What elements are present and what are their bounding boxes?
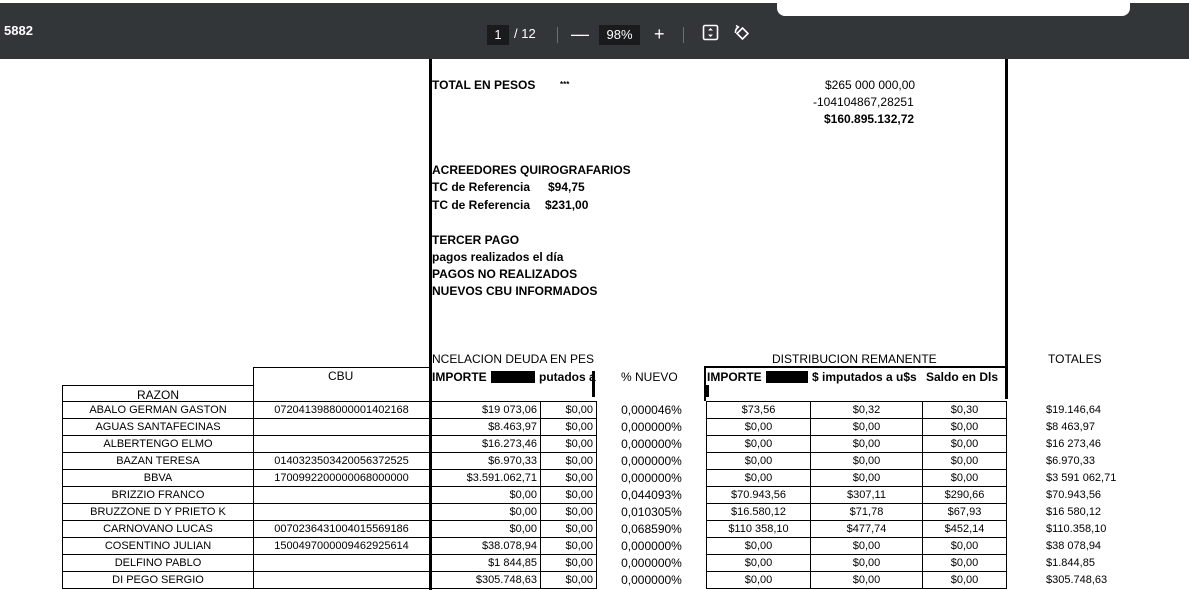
importe-2-cell: $70.943,56 xyxy=(707,487,811,504)
imputados-uss-cell: $0,00 xyxy=(811,436,923,453)
imputados-cell: $0,00 xyxy=(541,555,597,572)
plus-icon[interactable]: + xyxy=(654,24,665,44)
totales-heading: TOTALES xyxy=(1048,352,1102,366)
nuevo-cell: 0,068590% xyxy=(597,521,707,538)
cbu-cell xyxy=(254,419,430,436)
cbu-cell: 0140323503420056372525 xyxy=(254,453,430,470)
toolbar-divider xyxy=(683,27,684,43)
table-row xyxy=(63,402,1007,419)
razon-cell: BRIZZIO FRANCO xyxy=(63,487,254,504)
nuevo-cell: 0,000000% xyxy=(597,419,707,436)
table-row xyxy=(63,419,1007,436)
amount-result: $160.895.132,72 xyxy=(824,112,915,126)
total-cell: $16 580,12 xyxy=(1046,506,1102,518)
header-imputados: putados a xyxy=(539,370,596,384)
razon-cell: ALBERTENGO ELMO xyxy=(63,436,254,453)
tercer-pago-heading: TERCER PAGO xyxy=(432,233,520,247)
total-marker: *** xyxy=(560,80,570,89)
imputados-uss-cell: $71,78 xyxy=(811,504,923,521)
redaction-bar xyxy=(766,371,808,383)
table-row xyxy=(63,572,1007,589)
total-cell: $3 591 062,71 xyxy=(1046,472,1117,484)
amount-deduction: -104104867,28251 xyxy=(813,95,914,109)
cbu-cell xyxy=(254,555,430,572)
cbu-cell: 1700992200000068000000 xyxy=(254,470,430,487)
page-number-input[interactable]: 1 xyxy=(487,25,509,45)
table-row xyxy=(63,555,1007,572)
importe-2-cell: $0,00 xyxy=(707,436,811,453)
total-cell: $70.943,56 xyxy=(1046,489,1102,501)
imputados-cell: $0,00 xyxy=(541,521,597,538)
importe-2-cell: $0,00 xyxy=(707,419,811,436)
nuevo-cell: 0,010305% xyxy=(597,504,707,521)
razon-cell: DI PEGO SERGIO xyxy=(63,572,254,589)
header-imputados-uss: $ imputados a u$s xyxy=(812,370,917,384)
imputados-uss-cell: $477,74 xyxy=(811,521,923,538)
total-label: TOTAL EN PESOS xyxy=(432,78,536,92)
importe-cell: $1 844,85 xyxy=(430,555,541,572)
cbu-cell: 0720413988000001402168 xyxy=(254,402,430,419)
razon-cell: DELFINO PABLO xyxy=(63,555,254,572)
header-line xyxy=(704,366,1006,368)
pagos-realizados: pagos realizados el día xyxy=(432,250,564,264)
importe-cell: $19 073,06 xyxy=(430,402,541,419)
distribucion-heading: DISTRIBUCION REMANENTE xyxy=(772,352,937,366)
imputados-uss-cell: $0,00 xyxy=(811,555,923,572)
header-saldo: Saldo en Dls xyxy=(926,370,999,384)
header-line xyxy=(62,385,253,386)
saldo-cell: $452,14 xyxy=(923,521,1007,538)
header-nuevo: % NUEVO xyxy=(621,370,678,384)
total-cell: $16 273,46 xyxy=(1046,438,1102,450)
nuevo-cell: 0,000000% xyxy=(597,453,707,470)
header-importe-2: IMPORTE xyxy=(707,370,762,384)
cbu-cell: 1500497000009462925614 xyxy=(254,538,430,555)
importe-cell: $0,00 xyxy=(430,504,541,521)
saldo-cell: $0,00 xyxy=(923,470,1007,487)
saldo-cell: $67,93 xyxy=(923,504,1007,521)
amount-total: $265 000 000,00 xyxy=(825,78,916,92)
header-vline xyxy=(62,385,63,401)
header-cbu: CBU xyxy=(328,369,354,383)
table-row xyxy=(63,487,1007,504)
imputados-uss-cell: $0,00 xyxy=(811,453,923,470)
pdf-page xyxy=(0,59,1189,590)
razon-cell: ABALO GERMAN GASTON xyxy=(63,402,254,419)
header-razon: RAZON xyxy=(137,388,179,402)
minus-icon[interactable]: — xyxy=(571,24,589,44)
header-importe: IMPORTE xyxy=(432,370,487,384)
total-cell: $6.970,33 xyxy=(1046,455,1095,467)
redaction-bar xyxy=(491,371,535,383)
cancelacion-heading: NCELACION DEUDA EN PES xyxy=(432,352,595,366)
total-cell: $305.748,63 xyxy=(1046,574,1108,586)
razon-cell: COSENTINO JULIAN xyxy=(63,538,254,555)
importe-cell: $38.078,94 xyxy=(430,538,541,555)
razon-cell: AGUAS SANTAFECINAS xyxy=(63,419,254,436)
data-table xyxy=(62,401,1007,589)
nuevo-cell: 0,000000% xyxy=(597,555,707,572)
fit-page-icon[interactable] xyxy=(702,24,719,45)
frame-line-right xyxy=(1005,59,1008,399)
razon-cell: BRUZZONE D Y PRIETO K xyxy=(63,504,254,521)
nuevo-cell: 0,000000% xyxy=(597,538,707,555)
acreedores-heading: ACREEDORES QUIROGRAFARIOS xyxy=(432,163,631,177)
razon-cell: BBVA xyxy=(63,470,254,487)
total-cell: $38 078,94 xyxy=(1046,540,1102,552)
tc-label-1: TC de Referencia xyxy=(432,180,531,194)
imputados-uss-cell: $0,32 xyxy=(811,402,923,419)
importe-cell: $0,00 xyxy=(430,487,541,504)
rotate-icon[interactable] xyxy=(733,24,752,47)
importe-2-cell: $0,00 xyxy=(707,572,811,589)
cbu-cell: 0070236431004015569186 xyxy=(254,521,430,538)
importe-2-cell: $110 358,10 xyxy=(707,521,811,538)
importe-cell: $16.273,46 xyxy=(430,436,541,453)
total-cell: $1.844,85 xyxy=(1046,557,1095,569)
header-vline xyxy=(253,367,254,401)
importe-2-cell: $73,56 xyxy=(707,402,811,419)
importe-cell: $3.591.062,71 xyxy=(430,470,541,487)
search-popup[interactable] xyxy=(777,3,1130,16)
imputados-cell: $0,00 xyxy=(541,572,597,589)
table-row xyxy=(63,436,1007,453)
importe-2-cell: $16.580,12 xyxy=(707,504,811,521)
table-row xyxy=(63,504,1007,521)
cbu-cell xyxy=(254,504,430,521)
saldo-cell: $0,00 xyxy=(923,538,1007,555)
imputados-cell: $0,00 xyxy=(541,538,597,555)
importe-cell: $8.463,97 xyxy=(430,419,541,436)
imputados-cell: $0,00 xyxy=(541,453,597,470)
saldo-cell: $0,30 xyxy=(923,402,1007,419)
zoom-input[interactable]: 98% xyxy=(599,25,640,45)
saldo-cell: $290,66 xyxy=(923,487,1007,504)
imputados-cell: $0,00 xyxy=(541,436,597,453)
saldo-cell: $0,00 xyxy=(923,436,1007,453)
imputados-cell: $0,00 xyxy=(541,419,597,436)
toolbar-divider xyxy=(557,27,558,43)
pdf-toolbar xyxy=(0,0,1189,59)
page-total: / 12 xyxy=(514,26,536,41)
imputados-cell: $0,00 xyxy=(541,470,597,487)
nuevo-cell: 0,000000% xyxy=(597,470,707,487)
saldo-cell: $0,00 xyxy=(923,419,1007,436)
cbu-cell xyxy=(254,436,430,453)
importe-2-cell: $0,00 xyxy=(707,538,811,555)
importe-2-cell: $0,00 xyxy=(707,453,811,470)
cbu-cell xyxy=(254,487,430,504)
table-row xyxy=(63,453,1007,470)
imputados-cell: $0,00 xyxy=(541,402,597,419)
importe-cell: $6.970,33 xyxy=(430,453,541,470)
razon-cell: CARNOVANO LUCAS xyxy=(63,521,254,538)
pagos-no-realizados: PAGOS NO REALIZADOS xyxy=(432,267,578,281)
total-cell: $19.146,64 xyxy=(1046,404,1102,416)
total-cell: $110.358,10 xyxy=(1046,523,1107,535)
razon-cell: BAZAN TERESA xyxy=(63,453,254,470)
imputados-cell: $0,00 xyxy=(541,487,597,504)
header-line xyxy=(253,367,429,368)
nuevos-cbu: NUEVOS CBU INFORMADOS xyxy=(432,284,598,298)
imputados-uss-cell: $0,00 xyxy=(811,538,923,555)
tc-value-2: $231,00 xyxy=(545,198,589,212)
saldo-cell: $0,00 xyxy=(923,572,1007,589)
table-row xyxy=(63,538,1007,555)
nuevo-cell: 0,000046% xyxy=(597,402,707,419)
saldo-cell: $0,00 xyxy=(923,555,1007,572)
tc-label-2: TC de Referencia xyxy=(432,198,531,212)
table-row xyxy=(63,470,1007,487)
nuevo-cell: 0,000000% xyxy=(597,436,707,453)
importe-cell: $305.748,63 xyxy=(430,572,541,589)
nuevo-cell: 0,000000% xyxy=(597,572,707,589)
header-vline xyxy=(706,385,709,397)
imputados-uss-cell: $0,00 xyxy=(811,470,923,487)
cbu-cell xyxy=(254,572,430,589)
imputados-uss-cell: $0,00 xyxy=(811,419,923,436)
saldo-cell: $0,00 xyxy=(923,453,1007,470)
table-row xyxy=(63,521,1007,538)
document-title: 5882 xyxy=(4,23,33,38)
imputados-cell: $0,00 xyxy=(541,504,597,521)
importe-2-cell: $0,00 xyxy=(707,555,811,572)
importe-2-cell: $0,00 xyxy=(707,470,811,487)
total-cell: $8 463,97 xyxy=(1046,421,1095,433)
imputados-uss-cell: $307,11 xyxy=(811,487,923,504)
tc-value-1: $94,75 xyxy=(548,180,585,194)
imputados-uss-cell: $0,00 xyxy=(811,572,923,589)
nuevo-cell: 0,044093% xyxy=(597,487,707,504)
importe-cell: $0,00 xyxy=(430,521,541,538)
